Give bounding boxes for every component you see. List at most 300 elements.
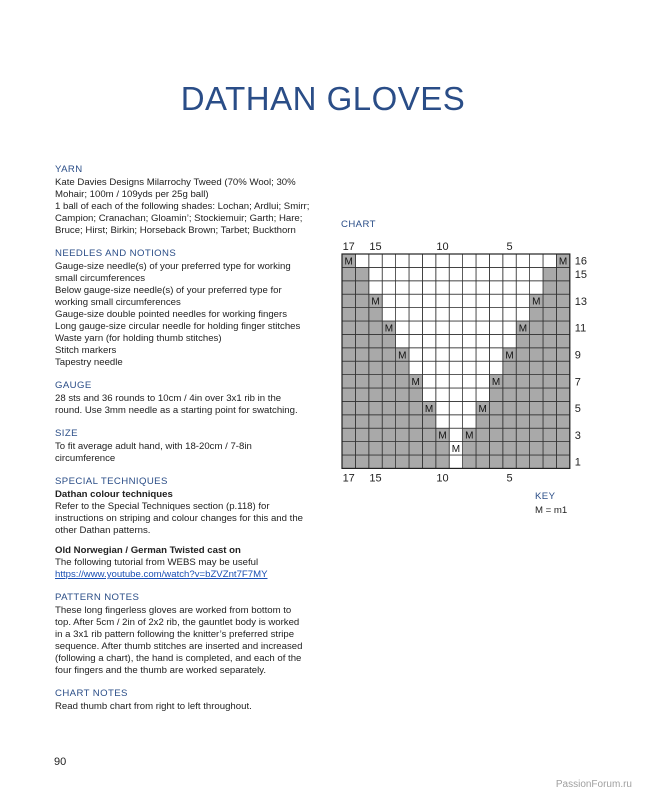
chart-cell xyxy=(382,348,395,361)
chart-cell xyxy=(516,281,529,294)
chart-cell xyxy=(342,321,355,334)
chart-cell xyxy=(530,375,543,388)
chart-cell xyxy=(369,428,382,441)
chart-cell xyxy=(382,442,395,455)
yarn-line: Campion; Cranachan; Gloamin’; Stockiemuir; Garth; Hare; xyxy=(55,213,303,224)
column-number-bottom: 17 xyxy=(342,472,355,485)
chart-cell xyxy=(530,428,543,441)
m1-symbol: M xyxy=(411,377,420,389)
chart-cell xyxy=(503,361,516,374)
gauge-line: round. Use 3mm needle as a starting point for swatching. xyxy=(55,405,298,416)
m1-symbol: M xyxy=(438,430,447,442)
chart-cell xyxy=(476,321,489,334)
chart-cell xyxy=(409,294,422,307)
chart-cell xyxy=(556,442,569,455)
chart-cell xyxy=(476,308,489,321)
special-subheading: Old Norwegian / German Twisted cast on xyxy=(55,545,241,556)
chart-cell xyxy=(342,455,355,468)
chart-cell xyxy=(342,334,355,347)
chart-cell xyxy=(409,442,422,455)
chart-cell xyxy=(422,428,435,441)
chart-cell xyxy=(543,375,556,388)
pattern-notes-line: (following a chart), the hand is completed, and each of the xyxy=(55,653,302,664)
chart-cell xyxy=(476,254,489,267)
chart-cell xyxy=(369,442,382,455)
chart-cell xyxy=(355,267,368,280)
pattern-notes-line: top. After 5cm / 2in of 2x2 rib, the gauntlet body is worked xyxy=(55,617,300,628)
chart-cell xyxy=(543,254,556,267)
chart-cell xyxy=(355,321,368,334)
chart-cell xyxy=(422,415,435,428)
chart-cell xyxy=(489,321,502,334)
chart-cell xyxy=(489,401,502,414)
key-entry: M = m1 xyxy=(535,505,568,516)
chart-cell xyxy=(355,361,368,374)
chart-cell xyxy=(409,428,422,441)
watermark: PassionForum.ru xyxy=(555,779,632,790)
chart-cell xyxy=(382,388,395,401)
needles-line: small circumferences xyxy=(55,273,146,284)
needles-line: Waste yarn (for holding thumb stitches) xyxy=(55,333,222,344)
chart-cell xyxy=(476,281,489,294)
chart-cell xyxy=(489,428,502,441)
chart-cell xyxy=(409,267,422,280)
row-number: 13 xyxy=(574,295,588,308)
chart-cell xyxy=(543,321,556,334)
chart-cell xyxy=(463,294,476,307)
chart-cell xyxy=(489,388,502,401)
chart-cell xyxy=(543,281,556,294)
chart-cell xyxy=(382,401,395,414)
key-heading: KEY xyxy=(535,491,556,502)
size-line: To fit average adult hand, with 18-20cm / 7-8in xyxy=(55,441,252,452)
chart-cell xyxy=(449,388,462,401)
chart-cell xyxy=(382,334,395,347)
chart-cell xyxy=(543,294,556,307)
chart-cell xyxy=(489,348,502,361)
chart-cell xyxy=(396,267,409,280)
chart-cell xyxy=(543,348,556,361)
column-number-bottom: 5 xyxy=(506,472,513,485)
row-number: 3 xyxy=(574,429,581,442)
m1-symbol: M xyxy=(398,350,407,362)
chart-cell xyxy=(369,388,382,401)
m1-symbol: M xyxy=(344,256,353,268)
chart-cell xyxy=(503,375,516,388)
special-subheading: Dathan colour techniques xyxy=(55,489,173,500)
chart-cell xyxy=(463,321,476,334)
chart-cell xyxy=(516,455,529,468)
chart-cell xyxy=(463,281,476,294)
chart-cell xyxy=(396,388,409,401)
gauge-heading: GAUGE xyxy=(55,380,92,391)
chart-cell xyxy=(396,254,409,267)
gauge-line: 28 sts and 36 rounds to 10cm / 4in over 3x1 rib in the xyxy=(55,393,282,404)
chart-cell xyxy=(396,308,409,321)
chart-cell xyxy=(382,294,395,307)
chart-cell xyxy=(530,321,543,334)
m1-symbol: M xyxy=(558,256,568,268)
chart-cell xyxy=(422,267,435,280)
chart-cell xyxy=(449,308,462,321)
m1-symbol: M xyxy=(384,323,394,335)
chart-cell xyxy=(556,388,569,401)
special-techniques-heading: SPECIAL TECHNIQUES xyxy=(55,476,168,487)
chart-cell xyxy=(369,267,382,280)
chart-cell xyxy=(396,375,409,388)
chart-cell xyxy=(369,254,382,267)
chart-cell xyxy=(516,428,529,441)
chart-cell xyxy=(516,442,529,455)
chart-cell xyxy=(436,267,449,280)
chart-cell xyxy=(503,428,516,441)
chart-cell xyxy=(503,334,516,347)
chart-cell xyxy=(396,334,409,347)
chart-cell xyxy=(476,361,489,374)
needles-line: Tapestry needle xyxy=(55,357,123,368)
chart-cell xyxy=(382,455,395,468)
chart-cell xyxy=(463,361,476,374)
chart-cell xyxy=(382,308,395,321)
chart-cell xyxy=(369,308,382,321)
chart-cell xyxy=(449,254,462,267)
chart-cell xyxy=(556,281,569,294)
chart-cell xyxy=(369,321,382,334)
chart-cell xyxy=(382,361,395,374)
chart-cell xyxy=(436,254,449,267)
column-number-bottom: 10 xyxy=(436,472,449,485)
chart-cell xyxy=(489,308,502,321)
chart-cell xyxy=(556,428,569,441)
chart-cell xyxy=(409,348,422,361)
chart-cell xyxy=(463,401,476,414)
chart-cell xyxy=(543,455,556,468)
special-line: other Dathan patterns. xyxy=(55,525,151,536)
chart-cell xyxy=(516,254,529,267)
needles-line: working small circumferences xyxy=(55,297,181,308)
tutorial-link[interactable]: https://www.youtube.com/watch?v=bZVZnt7F7MY xyxy=(55,569,268,580)
chart-cell xyxy=(436,415,449,428)
chart-cell xyxy=(355,455,368,468)
yarn-line: Bruce; Hirst; Birkin; Horseback Brown; Tarbet; Buckthorn xyxy=(55,225,296,236)
chart-cell xyxy=(530,442,543,455)
chart-cell xyxy=(396,294,409,307)
chart-cell xyxy=(449,294,462,307)
column-number-bottom: 15 xyxy=(369,472,382,485)
chart-cell xyxy=(369,415,382,428)
chart-cell xyxy=(476,455,489,468)
chart-cell xyxy=(422,294,435,307)
chart-cell xyxy=(516,415,529,428)
chart-cell xyxy=(463,388,476,401)
chart-cell xyxy=(422,321,435,334)
special-line: instructions on striping and colour changes for this and the xyxy=(55,513,303,524)
page-title: DATHAN GLOVES xyxy=(180,80,466,117)
chart-cell xyxy=(342,401,355,414)
chart-cell xyxy=(422,388,435,401)
chart-cell xyxy=(342,415,355,428)
chart-cell xyxy=(463,334,476,347)
chart-cell xyxy=(409,254,422,267)
chart-cell xyxy=(382,375,395,388)
chart-cell xyxy=(556,455,569,468)
m1-symbol: M xyxy=(371,296,380,308)
chart-cell xyxy=(476,348,489,361)
chart-cell xyxy=(476,267,489,280)
chart-cell xyxy=(422,334,435,347)
chart-heading: CHART xyxy=(341,219,376,230)
chart-cell xyxy=(449,401,462,414)
chart-cell xyxy=(409,334,422,347)
m1-symbol: M xyxy=(451,444,461,456)
chart-cell xyxy=(422,254,435,267)
chart-cell xyxy=(422,308,435,321)
chart-cell xyxy=(543,401,556,414)
column-number-top: 5 xyxy=(506,241,513,253)
column-number-top: 15 xyxy=(369,241,382,253)
chart-cell xyxy=(409,361,422,374)
chart-cell xyxy=(342,375,355,388)
row-number: 16 xyxy=(574,255,588,268)
chart-cell xyxy=(556,348,569,361)
chart-cell xyxy=(369,361,382,374)
chart-cell xyxy=(382,267,395,280)
chart-cell xyxy=(436,348,449,361)
chart-cell xyxy=(476,294,489,307)
chart-cell xyxy=(369,281,382,294)
chart-cell xyxy=(436,321,449,334)
chart-cell xyxy=(503,415,516,428)
chart-cell xyxy=(369,334,382,347)
chart-cell xyxy=(355,442,368,455)
chart-cell xyxy=(422,348,435,361)
chart-cell xyxy=(543,428,556,441)
chart-cell xyxy=(342,442,355,455)
chart-cell xyxy=(489,455,502,468)
chart-cell xyxy=(355,294,368,307)
chart-cell xyxy=(382,281,395,294)
size-line: circumference xyxy=(55,453,116,464)
chart-cell xyxy=(476,388,489,401)
chart-cell xyxy=(342,308,355,321)
chart-cell xyxy=(436,361,449,374)
chart-cell xyxy=(342,294,355,307)
chart-cell xyxy=(503,254,516,267)
chart-cell xyxy=(409,401,422,414)
chart-cell xyxy=(463,308,476,321)
pattern-notes-heading: PATTERN NOTES xyxy=(55,592,140,603)
chart-cell xyxy=(543,334,556,347)
chart-cell xyxy=(449,334,462,347)
chart-cell xyxy=(449,267,462,280)
m1-symbol: M xyxy=(518,323,528,335)
pattern-info-column xyxy=(55,164,310,713)
chart-cell xyxy=(369,455,382,468)
chart-cell xyxy=(463,415,476,428)
chart-cell xyxy=(342,281,355,294)
chart-cell xyxy=(342,267,355,280)
chart-cell xyxy=(543,388,556,401)
chart-cell xyxy=(530,254,543,267)
chart-cell xyxy=(382,428,395,441)
chart-cell xyxy=(516,375,529,388)
chart-key xyxy=(535,491,567,516)
chart-cell xyxy=(476,442,489,455)
chart-cell xyxy=(342,348,355,361)
chart-cell xyxy=(530,455,543,468)
chart-notes-line: Read thumb chart from right to left throughout. xyxy=(55,701,252,712)
chart-cell xyxy=(530,415,543,428)
chart-cell xyxy=(355,334,368,347)
chart-cell xyxy=(409,281,422,294)
chart-cell xyxy=(463,254,476,267)
chart-cell xyxy=(556,267,569,280)
chart-cell xyxy=(543,442,556,455)
chart-cell xyxy=(396,401,409,414)
chart-cell xyxy=(382,254,395,267)
yarn-line: Kate Davies Designs Milarrochy Tweed (70% Wool; 30% xyxy=(55,177,296,188)
chart-cell xyxy=(489,254,502,267)
chart-cell xyxy=(503,308,516,321)
pattern-notes-line: four fingers and the thumb are worked separately. xyxy=(55,665,267,676)
chart-cell xyxy=(476,428,489,441)
chart-cell xyxy=(530,267,543,280)
chart-cell xyxy=(342,428,355,441)
chart-cell xyxy=(556,294,569,307)
pattern-notes-line: sequence. After thumb stitches are inserted and increased xyxy=(55,641,303,652)
chart-cell xyxy=(409,455,422,468)
needles-line: Gauge-size needle(s) of your preferred type for working xyxy=(55,261,291,272)
chart-cell xyxy=(369,375,382,388)
chart-cell xyxy=(556,401,569,414)
chart-cell xyxy=(355,415,368,428)
chart-cell xyxy=(476,375,489,388)
chart-cell xyxy=(409,415,422,428)
chart-cell xyxy=(503,401,516,414)
needles-line: Gauge-size double pointed needles for working fingers xyxy=(55,309,287,320)
chart-cell xyxy=(436,375,449,388)
column-number-top: 17 xyxy=(342,241,355,253)
chart-cell xyxy=(342,361,355,374)
chart-cell xyxy=(396,442,409,455)
chart-cell xyxy=(436,455,449,468)
needles-line: Long gauge-size circular needle for holding finger stitches xyxy=(55,321,301,332)
chart-cell xyxy=(516,348,529,361)
special-line: Refer to the Special Techniques section (p.118) for xyxy=(55,501,270,512)
m1-symbol: M xyxy=(491,377,501,389)
m1-symbol: M xyxy=(478,403,487,415)
column-number-top: 10 xyxy=(436,241,449,253)
chart-cell xyxy=(449,428,462,441)
chart-cell xyxy=(503,321,516,334)
chart-cell xyxy=(489,334,502,347)
chart-cell xyxy=(543,308,556,321)
chart-cell xyxy=(355,348,368,361)
special-line: The following tutorial from WEBS may be useful xyxy=(55,557,259,568)
chart-cell xyxy=(449,361,462,374)
yarn-heading: YARN xyxy=(55,164,83,175)
chart-cell xyxy=(476,415,489,428)
chart-cell xyxy=(503,294,516,307)
chart-cell xyxy=(516,334,529,347)
needles-line: Stitch markers xyxy=(55,345,117,356)
chart-cell xyxy=(463,267,476,280)
chart-cell xyxy=(516,294,529,307)
row-number: 7 xyxy=(574,376,581,389)
chart-cell xyxy=(422,442,435,455)
chart-cell xyxy=(396,455,409,468)
m1-symbol: M xyxy=(424,403,434,415)
chart-cell xyxy=(436,388,449,401)
chart-cell xyxy=(463,375,476,388)
chart-cell xyxy=(489,281,502,294)
chart-cell xyxy=(355,254,368,267)
chart-cell xyxy=(342,388,355,401)
m1-symbol: M xyxy=(532,296,541,308)
chart-cell xyxy=(396,321,409,334)
chart-cell xyxy=(556,361,569,374)
chart-cell xyxy=(422,361,435,374)
chart-cell xyxy=(556,375,569,388)
chart-cell xyxy=(409,388,422,401)
size-heading: SIZE xyxy=(55,428,78,439)
chart-cell xyxy=(396,361,409,374)
chart-cell xyxy=(355,428,368,441)
chart-cell xyxy=(530,308,543,321)
chart-cell xyxy=(516,401,529,414)
row-number: 15 xyxy=(574,269,588,282)
chart-cell xyxy=(503,281,516,294)
chart-cell xyxy=(503,388,516,401)
chart-cell xyxy=(436,308,449,321)
yarn-line: Mohair; 100m / 109yds per 25g ball) xyxy=(55,189,209,200)
row-number: 1 xyxy=(574,456,581,469)
chart-cell xyxy=(382,415,395,428)
chart-cell xyxy=(436,281,449,294)
row-number: 9 xyxy=(574,349,581,362)
chart-cell xyxy=(503,267,516,280)
chart-cell xyxy=(530,334,543,347)
chart-cell xyxy=(396,415,409,428)
chart-cell xyxy=(409,321,422,334)
chart-cell xyxy=(355,388,368,401)
chart-cell xyxy=(503,442,516,455)
yarn-line: 1 ball of each of the following shades: Lochan; Ardlui; Smirr; xyxy=(55,201,310,212)
chart-cell xyxy=(543,415,556,428)
chart-cell xyxy=(530,361,543,374)
chart-cell xyxy=(530,281,543,294)
chart-cell xyxy=(436,294,449,307)
m1-symbol: M xyxy=(505,350,514,362)
chart-cell xyxy=(530,388,543,401)
chart-cell xyxy=(449,281,462,294)
chart-cell xyxy=(516,308,529,321)
chart-cell xyxy=(369,401,382,414)
needles-heading: NEEDLES AND NOTIONS xyxy=(55,248,177,259)
chart-cell xyxy=(449,348,462,361)
chart-cell xyxy=(396,428,409,441)
chart-cell xyxy=(516,267,529,280)
chart-cell xyxy=(489,415,502,428)
chart-cell xyxy=(530,348,543,361)
chart-cell xyxy=(556,415,569,428)
chart-cell xyxy=(556,308,569,321)
chart-cell xyxy=(369,348,382,361)
chart-cell xyxy=(355,281,368,294)
chart-cell xyxy=(463,348,476,361)
chart-cell xyxy=(489,442,502,455)
chart-cell xyxy=(476,334,489,347)
